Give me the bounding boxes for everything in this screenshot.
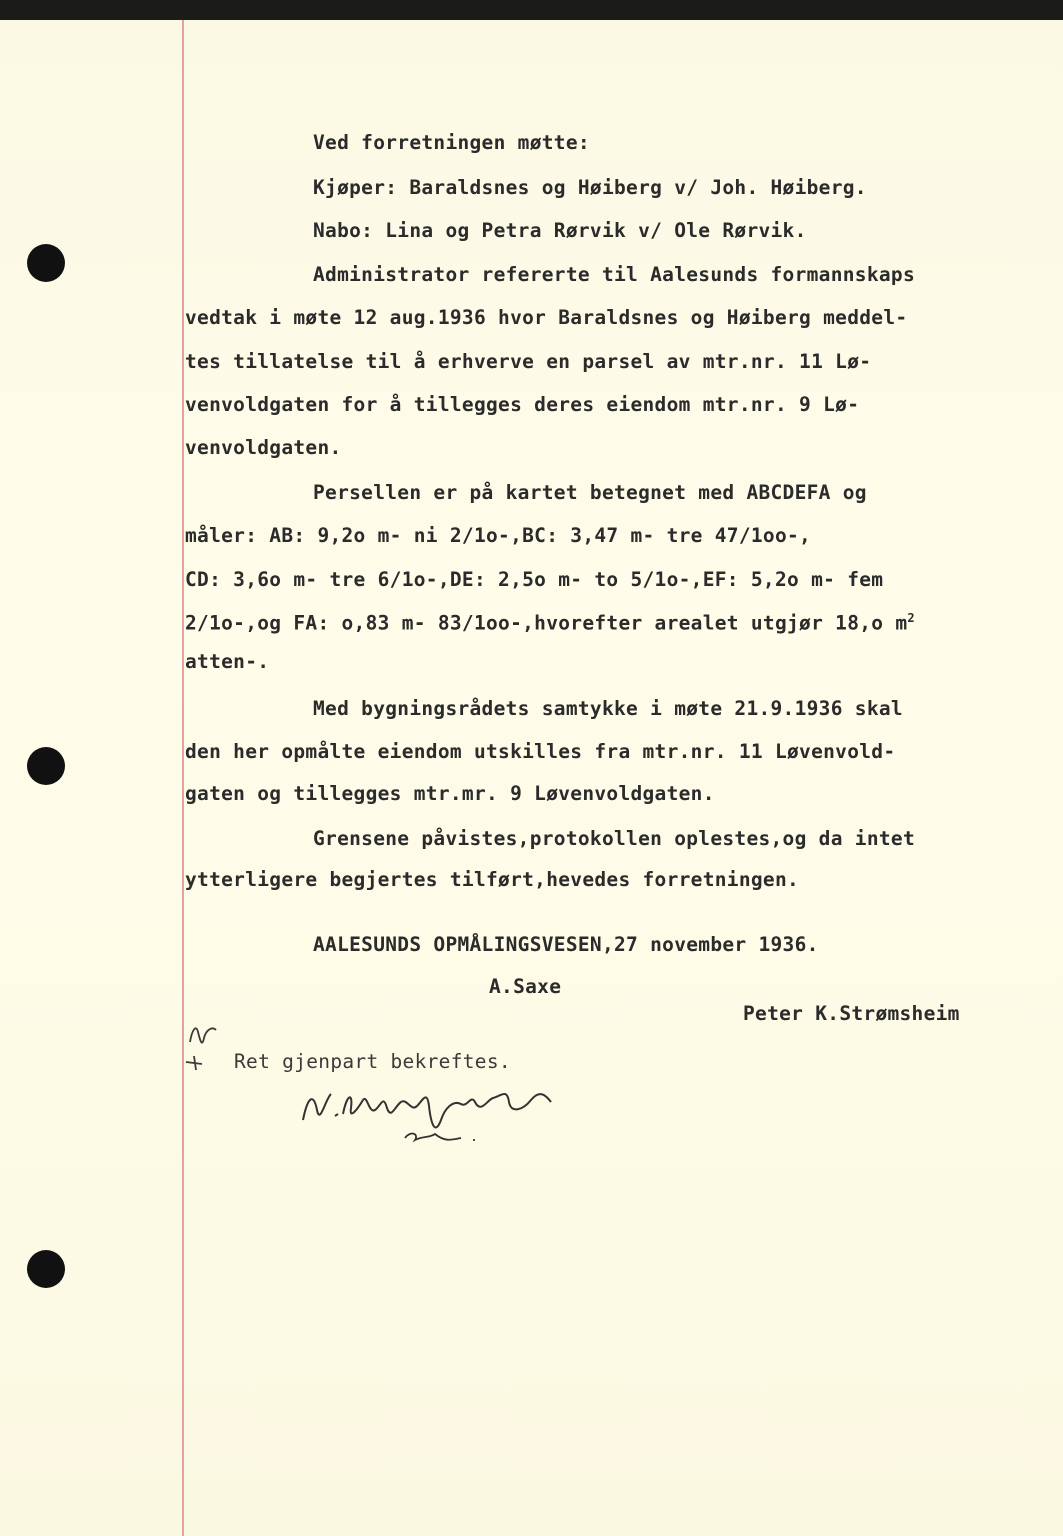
paragraph2-line: Persellen er på kartet betegnet med ABCDEFA og (313, 481, 867, 504)
paragraph4-line: Grensene påvistes,protokollen oplestes,og da intet (313, 827, 915, 850)
margin-rule (182, 20, 184, 1536)
paper-page (0, 20, 1063, 1536)
paragraph1-line: venvoldgaten. (185, 436, 342, 459)
paragraph1-line: venvoldgaten for å tillegges deres eiendom mtr.nr. 9 Lø- (185, 393, 860, 416)
paragraph3-line: Med bygningsrådets samtykke i møte 21.9.1936 skal (313, 697, 903, 720)
punch-hole-bottom (27, 1250, 65, 1288)
paragraph2-line: måler: AB: 9,2o m- ni 2/1o-,BC: 3,47 m- tre 47/1oo-, (185, 524, 812, 547)
paragraph1-line: tes tillatelse til å erhverve en parsel av mtr.nr. 11 Lø- (185, 350, 872, 373)
paragraph2-line: CD: 3,6o m- tre 6/1o-,DE: 2,5o m- to 5/1o-,EF: 5,2o m- fem (185, 568, 884, 591)
place-date: AALESUNDS OPMÅLINGSVESEN,27 november 1936. (313, 933, 819, 956)
area-unit-superscript: 2 (907, 611, 915, 625)
neighbor-line: Nabo: Lina og Petra Rørvik v/ Ole Rørvik. (313, 219, 807, 242)
heading: Ved forretningen møtte: (313, 131, 590, 154)
buyer-line: Kjøper: Baraldsnes og Høiberg v/ Joh. Høiberg. (313, 176, 867, 199)
paragraph2-line-with-area (185, 611, 915, 635)
paragraph2-line: atten-. (185, 650, 270, 673)
scan-top-edge (0, 0, 1063, 20)
signer-saxe: A.Saxe (489, 975, 562, 998)
certification-line: Ret gjenpart bekreftes. (234, 1050, 511, 1073)
handwritten-initial-mark (182, 1020, 232, 1075)
area-text: 2/1o-,og FA: o,83 m- 83/1oo-,hvorefter arealet utgjør 18,o m (185, 611, 908, 635)
paragraph1-line: Administrator refererte til Aalesunds formannskaps (313, 263, 915, 286)
paragraph4-line: ytterligere begjertes tilført,hevedes forretningen. (185, 868, 800, 891)
handwritten-signature (295, 1080, 565, 1150)
paragraph1-line: vedtak i møte 12 aug.1936 hvor Baraldsnes og Høiberg meddel- (185, 306, 908, 329)
paragraph3-line: den her opmålte eiendom utskilles fra mtr.nr. 11 Løvenvold- (185, 740, 896, 763)
paragraph3-line: gaten og tillegges mtr.mr. 9 Løvenvoldgaten. (185, 782, 715, 805)
signer-stromsheim: Peter K.Strømsheim (743, 1002, 960, 1025)
punch-hole-middle (27, 747, 65, 785)
punch-hole-top (27, 244, 65, 282)
